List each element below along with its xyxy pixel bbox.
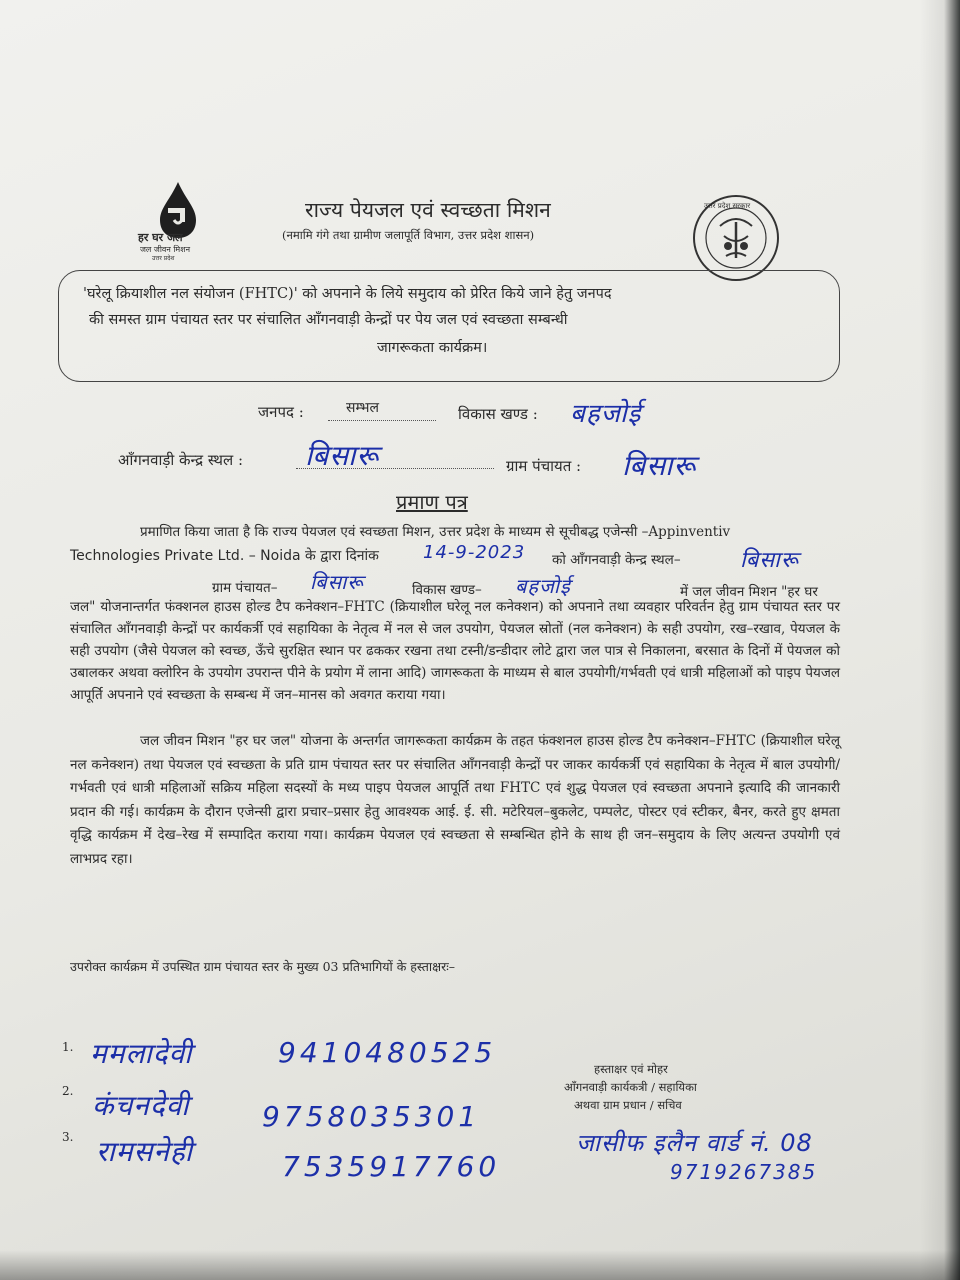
participant-2-name: कंचनदेवी — [92, 1089, 190, 1122]
p1-line-2b: को ऑंगनवाड़ी केन्द्र स्थल– — [552, 552, 681, 568]
gram-panchayat-value: बिसारू — [622, 449, 697, 482]
gram-panchayat-label: ग्राम पंचायत : — [506, 457, 582, 475]
bottom-shadow — [0, 1250, 960, 1280]
anganwadi-dotted-line — [296, 468, 494, 469]
participant-2-num: 2. — [62, 1084, 74, 1098]
signatory-phone: 9719267385 — [670, 1160, 818, 1184]
banner-line-2: की समस्त ग्राम पंचायत स्तर पर संचालित ऑंगनवाड़ी केन्द्रों पर पेय जल एवं स्वच्छता सम्बन्धी — [89, 312, 568, 328]
p1-vikas-khand: बहजोई — [515, 574, 571, 598]
signatory-line-3: अथवा ग्राम प्रधान / सचिव — [574, 1098, 682, 1112]
banner-line-1: 'घरेलू क्रियाशील नल संयोजन (FHTC)' को अपनाने के लिये समुदाय को प्रेरित किये जाने हेतु जनपद — [83, 286, 612, 302]
participant-1-num: 1. — [62, 1040, 74, 1054]
banner-line-3: जागरूकता कार्यक्रम। — [377, 340, 488, 356]
participant-3-name: रामसनेही — [96, 1135, 194, 1168]
vikas-khand-value: बहजोई — [570, 399, 642, 429]
vikas-khand-label: विकास खण्ड : — [458, 405, 538, 423]
signatory-signature: जासीफ इलैन वार्ड नं. 08 — [576, 1129, 813, 1157]
program-place: बिसारू — [740, 548, 799, 573]
p1-line-1: प्रमाणित किया जाता है कि राज्य पेयजल एवं स्वच्छता मिशन, उत्तर प्रदेश के माध्यम से सूचीबद्ध एजेन्सी –Appinventiv — [140, 524, 731, 540]
emblem-text: उत्तर प्रदेश सरकार — [704, 202, 751, 210]
participant-3-phone: 7535917760 — [282, 1150, 501, 1183]
page-title: राज्य पेयजल एवं स्वच्छता मिशन — [305, 198, 551, 222]
logo-left-sub: जल जीवन मिशन — [140, 245, 191, 254]
paragraph-2: जल जीवन मिशन "हर घर जल" योजना के अन्तर्गत जागरूकता कार्यक्रम के तहत फंक्शनल हाउस होल्ड टैप कनेक्शन–FHTC (क्रियाशील घरेलू नल कनेक्शन) तथा पेयजल एवं स्वच्छता के प्रति ग्राम पंचायत स्तर पर संचालित ऑंगनवाड़ी केन्द्रों पर जाकर कार्यकर्त्री एवं सहायिका के नेतृत्व में बाल उपयोगी/गर्भवती एवं धात्री महिलाओं सक्रिय महिला सदस्यों के मध्य पाइप पेयजल आपूर्ति तथा FHTC एवं शुद्ध पेयजल एवं स्वच्छता अपनाने इत्यादि की जानकारी प्रदान की गई। कार्यक्रम के दौरान एजेन्सी द्वारा प्रचार–प्रसार हेतु आवश्यक आई. ई. सी. मटेरियल–बुकलेट, पम्पलेट, पोस्टर एवं स्टीकर, बैनर, करते हुए क्षमता वृद्धि कार्यक्रम मेंं देख–रेख में सम्पादित कराया गया। कार्यक्रम पेयजल एवं स्वच्छता से सम्बन्धित होने के साथ ही जन–समुदाय के लिए अत्यन्त उपयोगी एवं लाभप्रद रहा। — [70, 733, 840, 867]
signatory-line-2: ऑंगनवाड़ी कार्यकत्री / सहायिका — [564, 1080, 697, 1094]
participant-1-phone: 9410480525 — [278, 1036, 497, 1069]
participant-1-name: ममलादेवी — [90, 1037, 193, 1070]
p1-line-2a: Technologies Private Ltd. – Noida के द्वारा दिनांक — [70, 548, 379, 564]
har-ghar-jal-logo — [130, 178, 230, 268]
anganwadi-label: ऑंगनवाड़ी केन्द्र स्थल : — [118, 451, 244, 469]
participants-intro: उपरोक्त कार्यक्रम में उपस्थित ग्राम पंचायत स्तर के मुख्य 03 प्रतिभागियों के हस्ताक्षरः– — [70, 959, 455, 974]
p1-gram-panchayat: बिसारू — [310, 570, 364, 594]
page-subtitle: (नमामि गंगे तथा ग्रामीण जलापूर्ति विभाग, उत्तर प्रदेश शासन) — [282, 228, 535, 242]
logo-left-sub2: उत्तर प्रदेश — [152, 255, 175, 262]
participant-2-phone: 9758035301 — [262, 1100, 481, 1133]
janpad-label: जनपद : — [258, 403, 304, 421]
janpad-field — [328, 402, 436, 421]
janpad-value: सम्भल — [346, 400, 379, 416]
certificate-heading: प्रमाण पत्र — [396, 490, 468, 514]
paper-fold-shadow — [920, 0, 960, 1280]
program-banner — [58, 270, 840, 382]
anganwadi-value: बिसारू — [305, 439, 380, 472]
signatory-line-1: हस्ताक्षर एवं मोहर — [594, 1062, 668, 1076]
p1-line-3c: में जल जीवन मिशन "हर घर — [680, 584, 818, 600]
program-date: 14-9-2023 — [423, 542, 526, 563]
participant-3-num: 3. — [62, 1130, 74, 1144]
logo-left-text: हर घर जल — [138, 231, 183, 244]
p1-line-3b: विकास खण्ड– — [412, 582, 482, 598]
p1-line-3a: ग्राम पंचायत– — [212, 580, 278, 596]
paragraph-1: जल" योजनान्तर्गत फंक्शनल हाउस होल्ड टैप कनेक्शन–FHTC (क्रियाशील घरेलू नल कनेक्शन) को अपनाने तथा व्यवहार परिवर्तन हेतु ग्राम पंचायत स्तर पर संचालित ऑंगनवाड़ी केन्द्रों पर कार्यकर्त्री एवं सहायिका के नेतृत्व में नल से जल उपयोग, पेयजल स्रोतों (नल कनेक्शन) के सही उपयोग, रख–रखाव, पेयजल के सही उपयोग (जैसे पेयजल को स्वच्छ, ऊँचे सुरक्षित स्थान पर ढककर रखना तथा टस्नी/डन्डीदार लोटे द्वारा जल पात्र से निकालना, बरसात के दिनों में पेयजल को उबालकर अथवा क्लोरिन के उपयोग उपरान्त पीने के प्रयोग में लाना आदि) जागरूकता के माध्यम से बाल उपयोगी/गर्भवती एवं धात्री महिलाओं को पाइप पेयजल आपूर्ति अपनाने एवं स्वच्छता के सम्बन्ध में जन–मानस को अवगत कराया गया। — [70, 599, 840, 703]
